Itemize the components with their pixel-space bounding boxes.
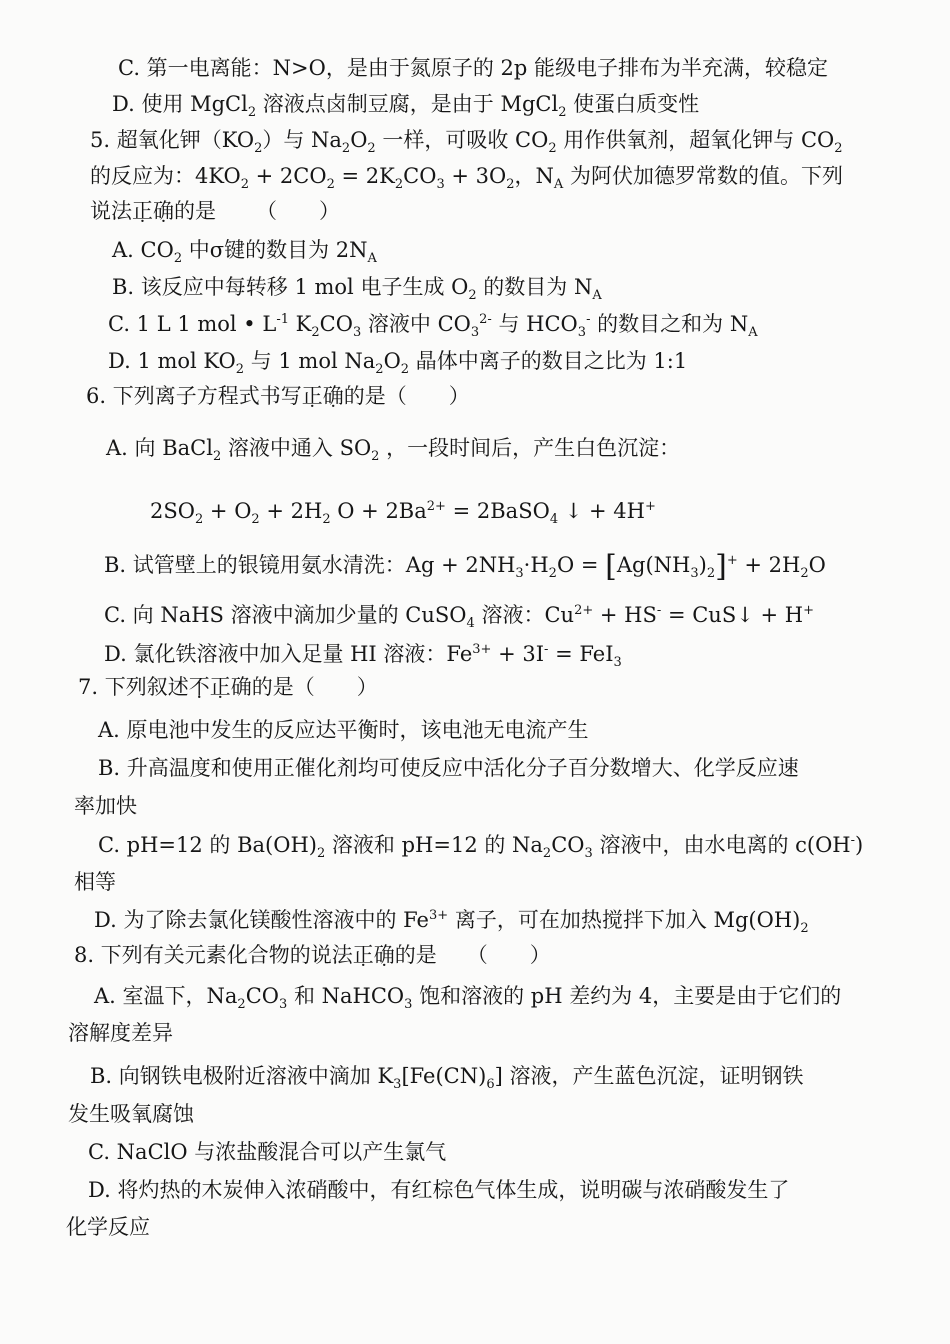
q6-stem: 6. 下列离子方程式书写正确的是（ ） xyxy=(86,384,470,408)
q7-option-c-line2: 相等 xyxy=(74,870,116,894)
q5-option-c: C. 1 L 1 mol • $L^{-1}$ $K_2CO_3$ 溶液中 $CO_3^{2-}$ 与 $HCO_3^-$ 的数目之和为 $N_A$ xyxy=(108,312,758,341)
q8-option-d-line1: D. 将灼热的木炭伸入浓硝酸中，有红棕色气体生成，说明碳与浓硝酸发生了 xyxy=(88,1178,790,1202)
q6-option-a-equation: $2SO_2 + O_2 + 2H_2$ $O + 2Ba^{2+}$ = 2BaSO$_4$ ↓ + 4H+ xyxy=(150,499,656,528)
emphasis-char: 正 xyxy=(132,199,153,223)
emphasis-char: 正 xyxy=(301,384,323,408)
q8-stem: 8. 下列有关元素化合物的说法正确的是 （ ） xyxy=(74,943,551,967)
emphasis-char: 确 xyxy=(153,199,174,223)
q7-stem: 7. 下列叙述不正确的是（ ） xyxy=(78,675,378,699)
q7-option-a: A. 原电池中发生的反应达平衡时，该电池无电流产生 xyxy=(98,718,589,742)
emphasis-char: 正 xyxy=(209,675,231,699)
q7-option-d: D. 为了除去氯化镁酸性溶液中的 $Fe^{3+}$ 离子，可在加热搅拌下加入 $Mg(OH)_2$ xyxy=(94,908,809,937)
q6-option-c: C. 向 NaHS 溶液中滴加少量的 CuSO$_4$ 溶液：$Cu^{2+} + HS^-$ = CuS↓ + H+ xyxy=(104,603,814,632)
q7-option-c-line1: C. pH=12 的 $Ba(OH)_2$ 溶液和 pH=12 的 $Na_2CO_3$ 溶液中，由水电离的 c(OH-) xyxy=(98,833,864,862)
q8-option-d-line2: 化学反应 xyxy=(66,1215,150,1239)
q5-option-b: B. 该反应中每转移 1 mol 电子生成 $O_2$ 的数目为 $N_A$ xyxy=(112,275,602,304)
q5-stem-line2: 的反应为：$4KO_2 + 2CO_2 = 2K_2CO_3 + 3O_2$，$N_A$ 为阿伏加德罗常数的值。下列 xyxy=(90,164,843,193)
q5-option-d: D. 1 mol $KO_2$ 与 1 mol $Na_2O_2$ 晶体中离子的数目之比为 1:1 xyxy=(108,349,688,378)
emphasis-char: 正 xyxy=(352,943,374,967)
q4-option-c: C. 第一电离能：N>O，是由于氮原子的 2p 能级电子排布为半充满，较稳定 xyxy=(118,56,829,80)
q4-option-d: D. 使用 MgCl$_2$ 溶液点卤制豆腐，是由于 MgCl$_2$ 使蛋白质变性 xyxy=(112,92,700,121)
q6-option-a: A. 向 BaCl$_2$ 溶液中通入 $SO_2$ ，一段时间后，产生白色沉淀： xyxy=(106,436,681,465)
q8-option-a-line1: A. 室温下，$Na_2CO_3$ 和 NaHCO$_3$ 饱和溶液的 pH 差约为 4，主要是由于它们的 xyxy=(94,984,842,1013)
q5-stem-line1: 5. 超氧化钾$(KO_2)$与 $Na_2O_2$ 一样，可吸收 $CO_2$ 用作供氧剂，超氧化钾与 $CO_2$ xyxy=(90,128,843,157)
q5-stem-line3: 说法正确的是 （ ） xyxy=(90,199,340,223)
emphasis-char: 确 xyxy=(373,943,395,967)
q7-option-b-line2: 率加快 xyxy=(74,794,137,818)
q6-option-b: B. 试管壁上的银镜用氨水清洗：$Ag + 2NH_3\cdot H_2O = [Ag(NH_3)_2]^+ + 2H_2O$ xyxy=(104,549,826,584)
q8-option-b-line1: B. 向钢铁电极附近溶液中滴加 $K_3[Fe(CN)_6]$ 溶液，产生蓝色沉淀，证明钢铁 xyxy=(90,1064,804,1093)
emphasis-char: 确 xyxy=(322,384,344,408)
emphasis-char: 不 xyxy=(188,675,210,699)
q8-option-b-line2: 发生吸氧腐蚀 xyxy=(68,1102,194,1126)
q8-option-a-line2: 溶解度差异 xyxy=(68,1021,173,1045)
q7-option-b-line1: B. 升高温度和使用正催化剂均可使反应中活化分子百分数增大、化学反应速 xyxy=(98,756,799,780)
q6-option-d: D. 氯化铁溶液中加入足量 HI 溶液：$Fe^{3+} + 3I^- = FeI_3$ xyxy=(104,642,622,671)
q5-option-a: A. $CO_2$ 中σ键的数目为 $2N_A$ xyxy=(112,238,377,267)
q8-option-c: C. NaClO 与浓盐酸混合可以产生氯气 xyxy=(88,1140,447,1164)
